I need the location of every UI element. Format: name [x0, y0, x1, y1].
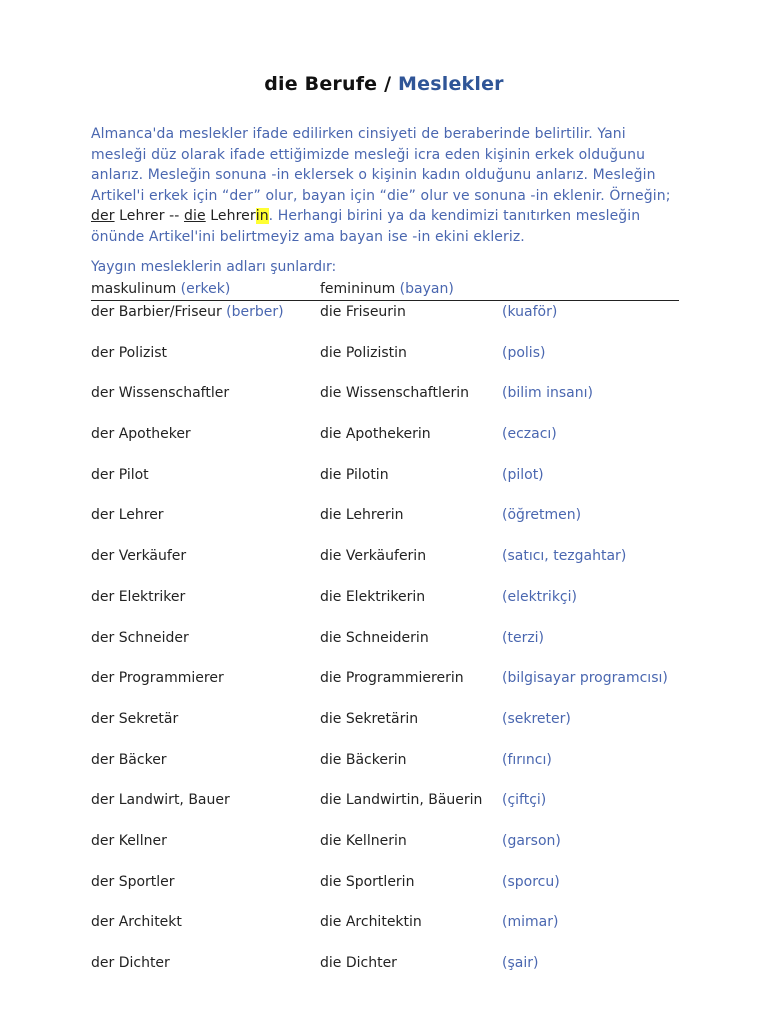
feminine-form: die Schneiderin	[320, 629, 429, 646]
example-suffix-highlight: in	[255, 208, 269, 224]
feminine-form: die Apothekerin	[320, 426, 431, 443]
masculine-text: der Landwirt, Bauer	[91, 792, 230, 809]
intro-paragraph	[91, 124, 691, 247]
turkish-translation: (sekreter)	[502, 710, 571, 727]
feminine-form: die Landwirtin, Bäuerin	[320, 792, 483, 809]
title-turkish: Meslekler	[398, 73, 504, 95]
masculine-text: der Verkäufer	[91, 548, 187, 565]
feminine-form: die Programmiererin	[320, 670, 464, 687]
example-feminine-stem: Lehrer	[205, 208, 256, 224]
turkish-translation: (çiftçi)	[502, 792, 547, 809]
masculine-text: der Architekt	[91, 914, 182, 931]
turkish-translation: (bilim insanı)	[502, 385, 593, 402]
masculine-text: der Pilot	[91, 466, 149, 483]
table-row	[91, 791, 691, 832]
masculine-column-header	[91, 281, 230, 297]
page-title	[0, 73, 768, 95]
table-row	[91, 832, 691, 873]
intro-line: Almanca'da meslekler ifade edilirken cinsiyeti de beraberinde belirtilir. Yani	[91, 126, 626, 142]
turkish-translation: (garson)	[502, 832, 561, 849]
example-article-die: die	[183, 208, 206, 224]
masculine-form	[91, 426, 191, 442]
masculine-form	[91, 874, 175, 890]
title-german: die Berufe /	[264, 73, 399, 95]
masculine-form	[91, 507, 164, 523]
table-row	[91, 588, 691, 629]
table-row	[91, 873, 691, 914]
masculine-form	[91, 385, 229, 401]
turkish-translation: (öğretmen)	[502, 507, 582, 524]
masculine-form	[91, 670, 224, 686]
masculine-form	[91, 833, 167, 849]
feminine-form: die Sportlerin	[320, 873, 415, 890]
masculine-text: der Apotheker	[91, 426, 191, 443]
feminine-form: die Wissenschaftlerin	[320, 385, 469, 402]
feminine-form: die Polizistin	[320, 344, 407, 361]
feminine-form: die Dichter	[320, 955, 397, 971]
masculine-text: der Schneider	[91, 629, 189, 646]
feminine-form: die Bäckerin	[320, 751, 407, 768]
table-header	[91, 280, 679, 301]
masculine-text: der Sekretär	[91, 710, 179, 727]
turkish-translation: (bilgisayar programcısı)	[502, 670, 668, 687]
masculine-translation: (erkek)	[176, 281, 231, 297]
table-row	[91, 303, 691, 344]
intro-line: anlarız. Mesleğin sonuna -in eklersek o kişinin kadın olduğunu anlarız. Mesleğin	[91, 167, 656, 183]
turkish-translation: (pilot)	[502, 466, 544, 483]
turkish-translation: (polis)	[502, 344, 546, 361]
masculine-text: der Lehrer	[91, 507, 164, 524]
masculine-form	[91, 548, 186, 564]
masculine-form	[91, 304, 284, 320]
masculine-form	[91, 752, 167, 768]
masculine-form	[91, 630, 189, 646]
turkish-translation: (fırıncı)	[502, 751, 552, 768]
masculine-form	[91, 589, 185, 605]
feminine-form: die Pilotin	[320, 466, 389, 483]
turkish-translation: (sporcu)	[502, 873, 560, 890]
feminine-form: die Elektrikerin	[320, 588, 426, 605]
feminine-column-header	[320, 281, 454, 297]
table-row	[91, 425, 691, 466]
table-row	[91, 344, 691, 385]
turkish-translation: (terzi)	[502, 629, 545, 646]
professions-table	[91, 303, 691, 995]
table-row	[91, 710, 691, 751]
table-row	[91, 466, 691, 507]
intro-example-line	[91, 206, 691, 227]
feminine-form: die Architektin	[320, 914, 422, 931]
intro-line: mesleği düz olarak ifade ettiğimizde mesleği icra eden kişinin erkek olduğunu	[91, 146, 646, 163]
masculine-text: der Dichter	[91, 955, 170, 971]
masculine-form	[91, 467, 149, 483]
intro-line: Artikel'i erkek için “der” olur, bayan için “die” olur ve sonuna -in eklenir. Örneğin;	[91, 187, 671, 204]
masculine-text: der Bäcker	[91, 751, 167, 768]
masculine-text: der Kellner	[91, 832, 167, 849]
masculine-text: der Programmierer	[91, 670, 224, 687]
turkish-translation: (şair)	[502, 955, 539, 971]
masculine-form	[91, 792, 230, 808]
masculine-text: der Elektriker	[91, 588, 186, 605]
masculine-note: (berber)	[221, 304, 284, 320]
feminine-form: die Sekretärin	[320, 710, 419, 727]
example-masculine: Lehrer --	[114, 208, 184, 224]
turkish-translation: (satıcı, tezgahtar)	[502, 548, 627, 565]
table-row	[91, 751, 691, 792]
turkish-translation: (kuaför)	[502, 304, 558, 320]
table-row	[91, 669, 691, 710]
masculine-form	[91, 955, 170, 971]
masculine-text: der Barbier/Friseur	[91, 304, 222, 320]
turkish-translation: (eczacı)	[502, 426, 557, 443]
masculine-form	[91, 914, 182, 930]
table-row	[91, 629, 691, 670]
masculine-text: der Wissenschaftler	[91, 385, 230, 402]
feminine-form: die Lehrerin	[320, 507, 404, 524]
example-article-der: der	[91, 208, 115, 224]
intro-line: önünde Artikel'ini belirtmeyiz ama bayan ise -in ekini ekleriz.	[91, 228, 525, 245]
feminine-form: die Kellnerin	[320, 832, 407, 849]
masculine-text: der Polizist	[91, 344, 168, 361]
feminine-label: femininum	[320, 281, 396, 297]
table-row	[91, 913, 691, 954]
section-subheading: Yaygın mesleklerin adları şunlardır:	[91, 259, 337, 275]
feminine-form: die Friseurin	[320, 304, 406, 320]
feminine-translation: (bayan)	[395, 281, 454, 297]
masculine-form	[91, 711, 178, 727]
table-row	[91, 506, 691, 547]
feminine-form: die Verkäuferin	[320, 548, 427, 565]
masculine-label: maskulinum	[91, 281, 177, 297]
table-row	[91, 547, 691, 588]
masculine-text: der Sportler	[91, 873, 175, 890]
turkish-translation: (elektrikçi)	[502, 588, 577, 605]
table-row	[91, 384, 691, 425]
table-row	[91, 954, 691, 995]
masculine-form	[91, 345, 167, 361]
turkish-translation: (mimar)	[502, 914, 559, 931]
intro-line-rest: . Herhangi birini ya da kendimizi tanıtırken mesleğin	[268, 208, 641, 224]
